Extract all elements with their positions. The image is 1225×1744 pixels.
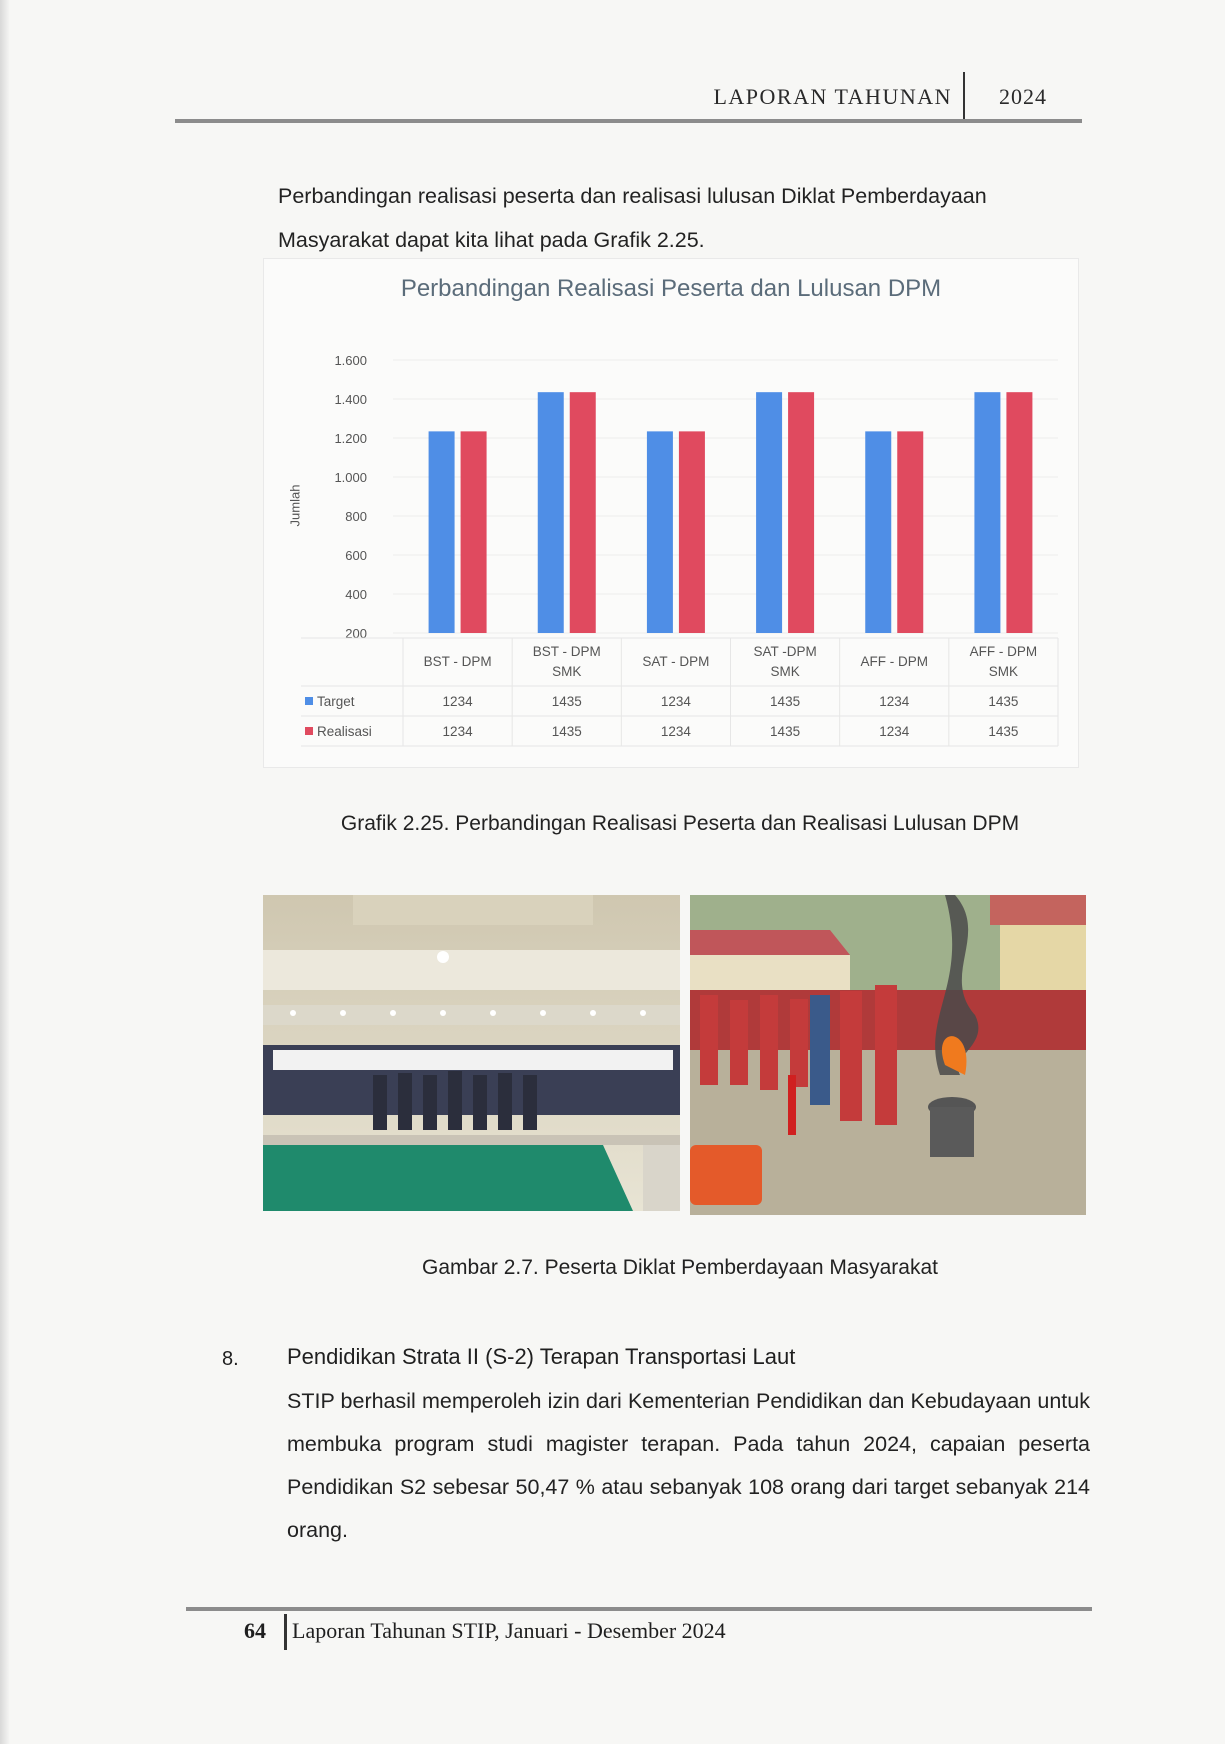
page-header — [175, 72, 1082, 122]
bar-realisasi — [461, 431, 487, 633]
legend-swatch — [305, 727, 313, 735]
footer-rule — [186, 1607, 1092, 1611]
y-tick-label: 400 — [345, 587, 367, 602]
footer-separator — [284, 1614, 287, 1650]
bar-target — [538, 392, 564, 633]
section-body: STIP berhasil memperoleh izin dari Kementerian Pendidikan dan Kebudayaan untuk membuka program studi magister terapan. Pada tahun 2024, capaian peserta Pendidikan S2 sebesar 50,47 % atau sebanyak 108 orang dari target sebanyak 214 orang. — [287, 1389, 1090, 1542]
chart-y-axis-label: Jumlah — [287, 484, 303, 527]
bar-target — [974, 392, 1000, 633]
header-rule — [175, 119, 1082, 123]
chart-title: Perbandingan Realisasi Peserta dan Lulusan DPM — [400, 275, 942, 302]
bar-realisasi — [1006, 392, 1032, 633]
intro-paragraph: Perbandingan realisasi peserta dan realisasi lulusan Diklat Pemberdayaan Masyarakat dapat kita lihat pada Grafik 2.25. — [278, 184, 987, 252]
section-title: Pendidikan Strata II (S-2) Terapan Transportasi Laut — [287, 1344, 796, 1369]
y-tick-label: 1.600 — [334, 353, 367, 368]
data-table-value: 1435 — [988, 724, 1019, 739]
footer-text: Laporan Tahunan STIP, Januari - Desember 2024 — [292, 1618, 726, 1643]
category-label: AFF - DPM — [860, 654, 928, 669]
photo-caption: Gambar 2.7. Peserta Diklat Pemberdayaan Masyarakat — [422, 1256, 938, 1279]
section-number: 8. — [222, 1348, 239, 1370]
data-table-value: 1435 — [551, 724, 582, 739]
data-table-value: 1234 — [660, 724, 691, 739]
data-table-value: 1234 — [442, 694, 473, 709]
legend-label: Target — [317, 694, 355, 709]
category-label: SMK — [770, 664, 800, 679]
data-table-value: 1435 — [988, 694, 1019, 709]
category-label: BST - DPM — [532, 644, 601, 659]
header-title: LAPORAN TAHUNAN — [713, 84, 952, 109]
bar-realisasi — [897, 431, 923, 633]
y-tick-label: 600 — [345, 548, 367, 563]
y-tick-label: 800 — [345, 509, 367, 524]
category-label: SAT -DPM — [753, 644, 817, 659]
page-number: 64 — [244, 1618, 266, 1643]
category-label: SMK — [988, 664, 1019, 679]
y-tick-label: 200 — [345, 626, 367, 641]
legend-swatch — [305, 697, 313, 705]
data-table-value: 1234 — [879, 694, 910, 709]
y-tick-label: 1.200 — [334, 431, 367, 446]
photo-ceremony — [263, 895, 680, 1211]
page-edge — [0, 0, 10, 1744]
data-table-value: 1435 — [770, 694, 801, 709]
legend-label: Realisasi — [317, 724, 372, 739]
y-tick-label: 1.000 — [334, 470, 367, 485]
bar-chart — [263, 330, 1063, 750]
y-tick-label: 1.400 — [334, 392, 367, 407]
bar-target — [865, 431, 891, 633]
bar-realisasi — [679, 431, 705, 633]
category-label: BST - DPM — [423, 654, 492, 669]
header-year: 2024 — [999, 84, 1047, 109]
bar-realisasi — [788, 392, 814, 633]
data-table-value: 1234 — [442, 724, 473, 739]
chart-caption: Grafik 2.25. Perbandingan Realisasi Peserta dan Realisasi Lulusan DPM — [340, 812, 1020, 835]
data-table-value: 1234 — [879, 724, 910, 739]
data-table-value: 1234 — [660, 694, 691, 709]
category-label: AFF - DPM — [969, 644, 1038, 659]
data-table-value: 1435 — [770, 724, 801, 739]
ceremony-photo-image — [263, 895, 680, 1211]
category-label: SAT - DPM — [642, 654, 710, 669]
category-label: SMK — [552, 664, 582, 679]
bar-realisasi — [570, 392, 596, 633]
bar-target — [756, 392, 782, 633]
header-separator — [963, 72, 965, 120]
bar-target — [647, 431, 673, 633]
fire-drill-photo-image — [690, 895, 1086, 1215]
bar-target — [429, 431, 455, 633]
data-table-value: 1435 — [551, 694, 582, 709]
photo-fire-drill — [690, 895, 1086, 1215]
